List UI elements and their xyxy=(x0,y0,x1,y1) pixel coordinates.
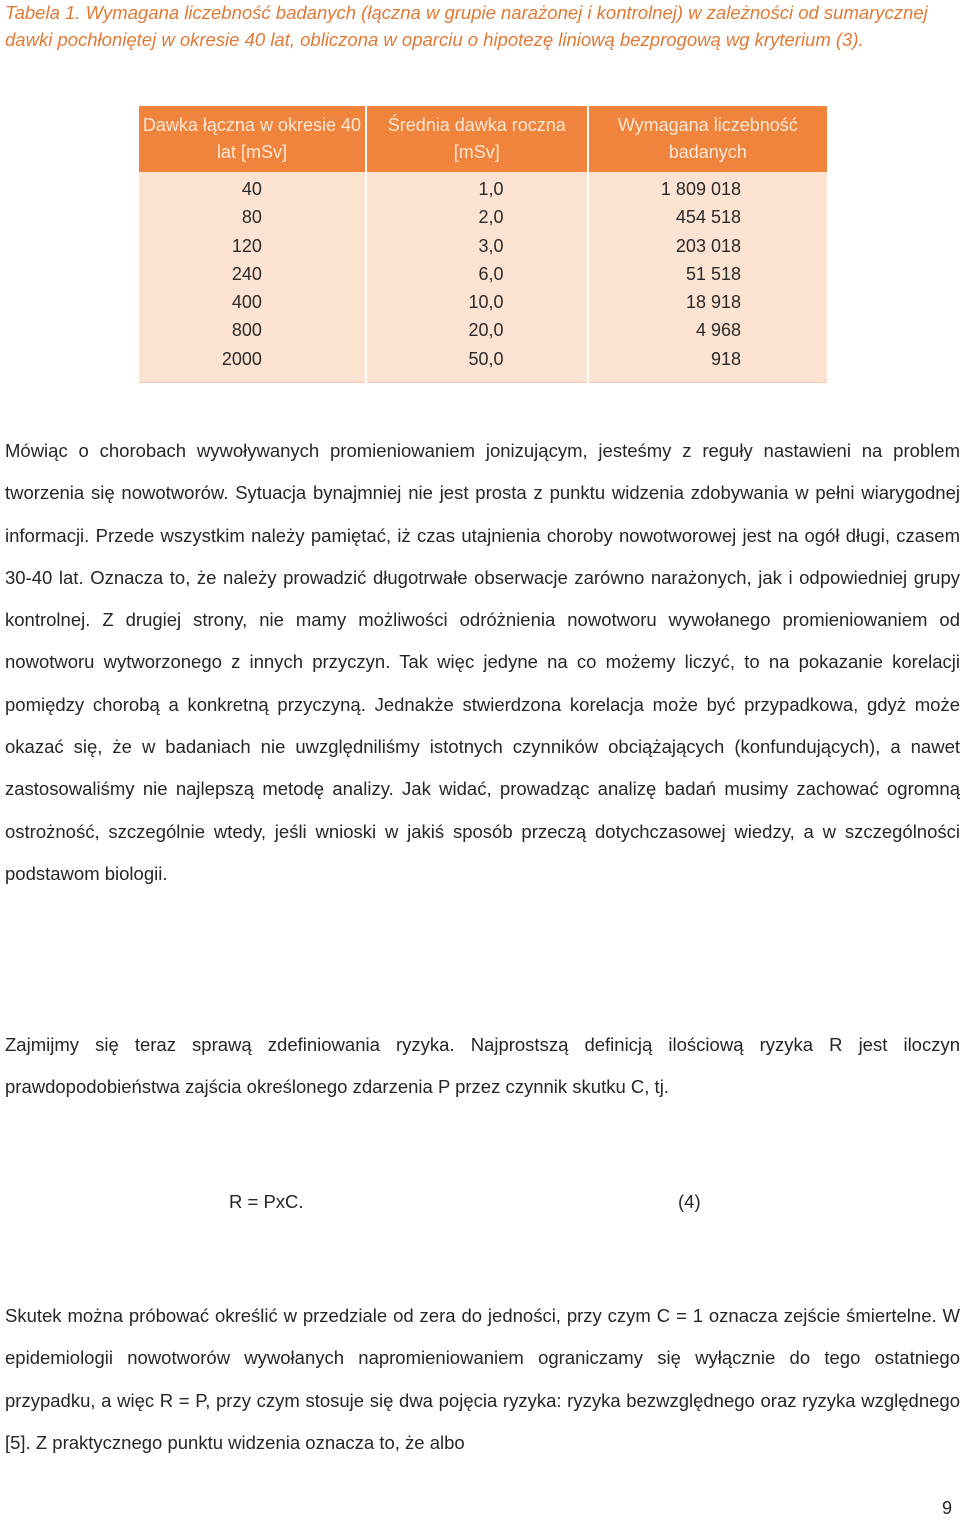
sentence: Przede wszystkim należy pamiętać, iż czas utajnienia choroby nowotworowej jest na ogół długi, czasem 30-40 lat. xyxy=(5,524,960,588)
dose-table xyxy=(139,106,827,383)
sentence: W epidemiologii nowotworów wywołanych napromieniowaniem ograniczamy się wyłącznie do tego ostatniego przypadku, a więc R = P, przy czym stosuje się dwa pojęcia ryzyka: ryzyka bezwzględnego oraz ryzyka względnego [5]. xyxy=(5,1305,960,1453)
table-cell: 800 xyxy=(231,320,262,341)
paragraph-risk-types xyxy=(5,1295,960,1464)
table-body-row xyxy=(139,172,827,383)
table-cell: 1,0 xyxy=(478,179,504,199)
sentence: Jednakże stwierdzona korelacja może być przypadkowa, gdyż może okazać się, że w badaniach nie uwzględniliśmy istotnych czynników obciążających (konfundujących), a nawet zastosowaliśmy nie najlepszą metodę analizy. xyxy=(5,693,960,800)
required-sample-column xyxy=(588,172,827,383)
header-annual-dose: Średnia dawka roczna [mSv] xyxy=(366,106,588,172)
sentence: Tak więc jedyne na co możemy liczyć, to na pokazanie korelacji pomiędzy chorobą a konkretną przyczyną. xyxy=(5,651,960,715)
table-caption xyxy=(5,0,953,53)
table-cell: 4 968 xyxy=(695,320,741,341)
table-cell: 18 918 xyxy=(685,292,741,313)
paragraph-cancer-studies xyxy=(5,430,960,895)
paragraph-risk-definition xyxy=(5,1024,960,1109)
header-required-sample: Wymagana liczebność badanych xyxy=(588,106,827,172)
table-cell: 2,0 xyxy=(478,207,504,228)
formula-number: (4) xyxy=(678,1191,701,1212)
table-cell: 20,0 xyxy=(468,320,504,341)
table-cell: 3,0 xyxy=(478,235,504,256)
sentence: Najprostszą definicją ilościową ryzyka R jest iloczyn prawdopodobieństwa zajścia określonego zdarzenia P przez czynnik skutku C, tj. xyxy=(5,1034,960,1098)
table-cell: 203 018 xyxy=(675,235,741,256)
sentence: Jak widać, prowadząc analizę badań musimy zachować ogromną ostrożność, szczególnie wtedy, jeśli wnioski w jakiś sposób przeczą dotychczasowej wiedzy, a w szczególności podstawom biologii. xyxy=(5,778,960,884)
table-cell: 918 xyxy=(710,348,741,369)
caption-text: Wymagana liczebność badanych (łączna w grupie narażonej i kontrolnej) w zależności od sumarycznej dawki pochłoniętej w okresie 40 lat, obliczona w oparciu o hipotezę liniową bezprogową wg kryterium (3). xyxy=(5,2,928,50)
table-cell: 400 xyxy=(231,292,262,313)
sentence: Zajmijmy się teraz sprawą zdefiniowania ryzyka. xyxy=(5,1034,455,1055)
table-cell: 50,0 xyxy=(468,348,504,369)
sentence: Oznacza to, że należy prowadzić długotrwałe obserwacje zarówno narażonych, jak i odpowiedniej grupy kontrolnej. xyxy=(5,566,960,631)
table-cell: 51 518 xyxy=(685,263,741,284)
header-total-dose: Dawka łączna w okresie 40 lat [mSv] xyxy=(139,106,366,172)
table-cell: 6,0 xyxy=(478,263,504,284)
table-cell: 1 809 018 xyxy=(660,179,741,199)
table-cell: 454 518 xyxy=(675,207,741,228)
annual-dose-column xyxy=(366,172,588,383)
risk-formula: R = PxC. xyxy=(229,1191,304,1212)
page-number: 9 xyxy=(941,1498,952,1518)
table-cell: 240 xyxy=(231,263,262,284)
sentence: Z praktycznego punktu widzenia oznacza to, że albo xyxy=(35,1431,465,1453)
sentence: Z drugiej strony, nie mamy możliwości odróżnienia nowotworu wywołanego promieniowaniem od nowotworu wytworzonego z innych przyczyn. xyxy=(5,609,960,673)
table-cell: 2000 xyxy=(221,348,262,369)
table-cell: 80 xyxy=(241,207,262,228)
table-cell: 120 xyxy=(231,235,262,256)
sentence: Sytuacja bynajmniej nie jest prosta z punktu widzenia zdobywania w pełni wiarygodnej informacji. xyxy=(5,482,960,546)
sentence: Skutek można próbować określić w przedziale od zera do jedności, przy czym C = 1 oznacza zejście śmiertelne. xyxy=(5,1305,937,1326)
table-cell: 40 xyxy=(241,179,262,199)
caption-label: Tabela 1. xyxy=(5,2,81,23)
table-header-row xyxy=(139,106,827,172)
sentence: Mówiąc o chorobach wywoływanych promieniowaniem jonizującym, jesteśmy z reguły nastawieni na problem tworzenia się nowotworów. xyxy=(5,440,960,504)
total-dose-column xyxy=(139,172,366,383)
table-cell: 10,0 xyxy=(468,292,504,313)
